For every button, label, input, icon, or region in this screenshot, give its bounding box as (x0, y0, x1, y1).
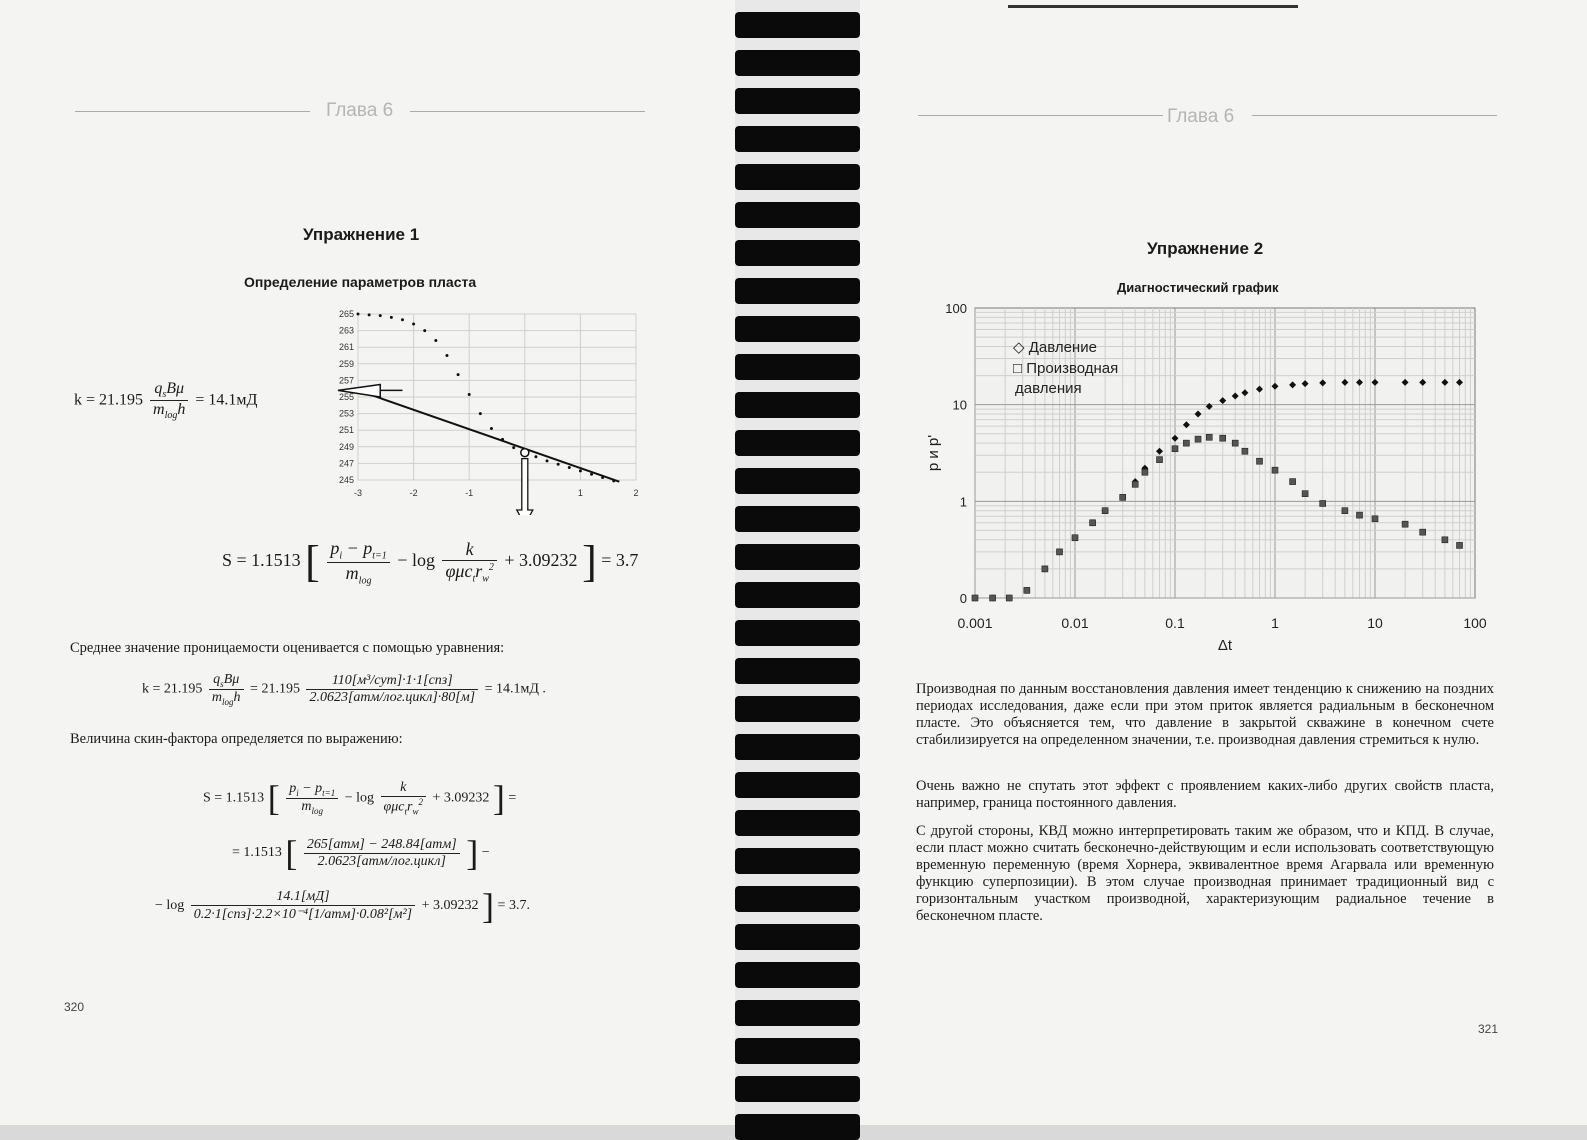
binding-ring (735, 392, 860, 418)
right-page (860, 0, 1587, 1125)
legend-derivative-cont: давления (1015, 380, 1082, 397)
x-tick-label: 0.001 (957, 615, 993, 631)
derivative-point (1257, 458, 1263, 464)
data-point (434, 339, 437, 342)
binding-ring (735, 772, 860, 798)
f1-den: m (153, 401, 165, 419)
derivative-point (1006, 595, 1012, 601)
binding-ring (735, 126, 860, 152)
data-point (557, 463, 560, 466)
binding-ring (735, 240, 860, 266)
derivative-point (1195, 436, 1201, 442)
data-point (390, 316, 393, 319)
f1-den2: h (177, 401, 186, 419)
binding-ring (735, 278, 860, 304)
f4-num2: 265[атм] − 248.84[атм] (304, 837, 460, 854)
f4-den2: 2.0623[атм/лог.цикл] (317, 853, 446, 869)
x-tick-label: -3 (353, 488, 363, 498)
derivative-point (1342, 508, 1348, 514)
f4-dash: − (481, 845, 490, 861)
f4-lhs: S = 1.1513 (203, 790, 265, 806)
data-point (368, 313, 371, 316)
derivative-point (1320, 500, 1326, 506)
derivative-point (972, 595, 978, 601)
x-tick-label: -1 (465, 488, 474, 498)
page-number-left: 320 (64, 1000, 85, 1014)
y-tick-label: 251 (338, 425, 354, 436)
derivative-point (1024, 587, 1030, 593)
x-tick-label: 2 (633, 488, 639, 498)
f4-frac4 (191, 889, 415, 923)
paragraph-1: Производная по данным восстановления давления имеет тенденцию к снижению на поздних периодах исследования, даже если при этом приток является радиальным в бесконечном пласте. Это объясняется тем, что давление в закрытой скважине в конечном счете стабилизируется на определенном значении, т.е. производная давления стремиться к нулю. (916, 681, 1494, 748)
f1-fraction: $\frac{q_sB\mu}{m_{log}h}$ (150, 380, 188, 421)
derivative-point (1302, 491, 1308, 497)
derivative-point (1042, 566, 1048, 572)
f4-den3: 0.2·1[спз]·2.2×10⁻⁴[1/атм]·0.08²[м²] (193, 907, 413, 922)
binding-ring (735, 544, 860, 570)
y-tick-label: 255 (338, 392, 354, 402)
skin-formula: S = 1.1513 [ $\frac{p_i - p_{t=1}}{m_{log}}$ − log $\frac{k}{\varphi\mu c_tr_w^2}$ + 3.09232 ] = 3.7 (222, 537, 639, 587)
y-tick-label: 253 (338, 408, 354, 419)
derivative-point (1157, 457, 1163, 463)
f3-num: 110[м³/сут]·1·1[спз] (306, 673, 478, 690)
arrow-down (517, 459, 533, 515)
page-number-right: 321 (1478, 1022, 1499, 1036)
binding-ring (735, 316, 860, 342)
f4-plus3: + 3.09232 (421, 898, 479, 914)
paragraph-2: Очень важно не спутать этот эффект с проявлением каких-либо других свойств пласта, например, граница постоянного давления. (916, 778, 1494, 811)
binding-ring (735, 924, 860, 950)
data-point (568, 466, 571, 469)
header-rule-left (75, 111, 310, 112)
f1-rhs: = 14.1мД (195, 391, 258, 409)
y-axis-label: p и p' (925, 434, 942, 472)
header-rule-left-r (918, 115, 1163, 116)
f3-lhs: k = 21.195 (142, 681, 203, 697)
derivative-point (1172, 446, 1178, 452)
f3-rhs: = 14.1мД . (484, 681, 546, 697)
chapter-heading: Глава 6 (326, 100, 394, 121)
legend-pressure: ◇ Давление (1013, 339, 1097, 356)
binding-ring (735, 164, 860, 190)
f2-num: p (330, 538, 340, 558)
derivative-point (1420, 529, 1426, 535)
y-tick-label: 259 (338, 358, 354, 369)
binding-ring (735, 848, 860, 874)
derivative-point (1102, 508, 1108, 514)
derivative-point (1272, 467, 1278, 473)
f1-num: q (154, 380, 163, 397)
paragraph-skin: Величина скин-фактора определяется по выражению: (70, 731, 403, 747)
f4-rhs3: = 3.7. (497, 898, 530, 914)
x-tick-label: 100 (1463, 615, 1487, 631)
derivative-point (1206, 434, 1212, 440)
derivative-point (1132, 481, 1138, 487)
x-tick-label: 0.1 (1165, 615, 1185, 631)
data-point (445, 354, 448, 357)
f2-plus: + 3.09232 (504, 550, 578, 571)
binding-ring (735, 582, 860, 608)
derivative-point (1232, 440, 1238, 446)
binding-ring (735, 810, 860, 836)
y-tick-label: 245 (338, 475, 354, 485)
derivative-point (1457, 542, 1463, 548)
binding-ring (735, 1000, 860, 1026)
chapter-heading-right: Глава 6 (1167, 106, 1235, 127)
binding-ring (735, 50, 860, 76)
left-page (0, 0, 735, 1125)
f3-frac1: $\frac{q_sB\mu}{m_{log}h}$ (209, 672, 244, 707)
derivative-point (1183, 440, 1189, 446)
binding-ring (735, 468, 860, 494)
chart-subtitle: Определение параметров пласта (244, 274, 477, 290)
f4-frac2: $\frac{k}{\varphi\mu c_tr_w^2}$ (381, 780, 426, 816)
derivative-point (1120, 494, 1126, 500)
binding-ring (735, 354, 860, 380)
binding-ring (735, 886, 860, 912)
f1-num2: Bμ (166, 380, 185, 397)
y-tick-label: 257 (338, 375, 354, 386)
intercept-marker (521, 449, 529, 457)
y-tick-label: 1 (959, 494, 967, 510)
derivative-point (1402, 521, 1408, 527)
spiral-binding (735, 0, 860, 1125)
f4-plus: + 3.09232 (432, 790, 490, 806)
x-axis-label: Δt (1217, 637, 1233, 654)
f2-den-k: φμc (445, 561, 473, 582)
header-rule-right-r (1252, 115, 1497, 116)
y-tick-label: 247 (338, 458, 354, 469)
permeability-calc (142, 672, 546, 707)
binding-ring (735, 696, 860, 722)
data-point (490, 427, 493, 430)
skin-calc-line2: = 1.1513 [ $\frac{\text{265[атм] − 248.84[атм]}}{\text{2.0623[атм/лог.цикл]}}$ ] − (232, 833, 490, 873)
y-tick-label: 263 (338, 325, 354, 336)
x-tick-label: -2 (409, 488, 418, 498)
data-point (457, 373, 460, 376)
f3-frac2 (306, 673, 478, 706)
x-tick-label: 1 (577, 488, 583, 498)
binding-ring (735, 620, 860, 646)
derivative-point (1372, 516, 1378, 522)
data-point (512, 446, 515, 449)
derivative-point (1357, 512, 1363, 518)
derivative-point (1057, 549, 1063, 555)
y-tick-label: 10 (952, 397, 967, 413)
data-point (546, 459, 549, 462)
horner-chart (318, 300, 648, 515)
f2-frac2: $\frac{k}{\varphi\mu c_tr_w^2}$ (442, 539, 496, 585)
data-point (468, 393, 471, 396)
header-rule-right (410, 111, 645, 112)
derivative-point (1090, 520, 1096, 526)
f2-rhs: = 3.7 (601, 550, 639, 571)
f4-frac3 (304, 837, 460, 870)
y-tick-label: 100 (945, 301, 967, 316)
binding-ring (735, 430, 860, 456)
exercise-title: Упражнение 1 (303, 225, 420, 244)
x-tick-label: 10 (1367, 615, 1383, 631)
f2-mid: − log (397, 550, 440, 571)
data-point (401, 318, 404, 321)
binding-ring (735, 962, 860, 988)
data-point (357, 313, 360, 316)
binding-ring (735, 1038, 860, 1064)
top-edge-line (1008, 5, 1298, 8)
f4-l3: − log (155, 898, 185, 914)
skin-calc-line3: − log $\frac{14.1[мД]}{\text{0.2·1[спз]·2.2×10⁻⁴[1/атм]·0.08²[м²]}}$ + 3.09232 ] = 3.7. (155, 886, 530, 926)
f4-frac1: $\frac{p_i - p_{t=1}}{m_{log}}$ (286, 781, 338, 816)
f4-num3: 14.1[мД] (191, 889, 415, 906)
paragraph-3: С другой стороны, КВД можно интерпретировать таким же образом, что и КПД. В случае, если пласт можно считать бесконечно-действующим и если использовать соответствующую временную переменную (время Хорнера, эквивалентное время Агарвала или временную функцию суперпозиции). В этом случае производная принимает традиционный вид с горизонтальным участком производной, характеризующим радиальное течение в бесконечном пласте. (916, 823, 1494, 924)
f1-lhs: k = 21.195 (74, 391, 144, 409)
derivative-point (1442, 537, 1448, 543)
y-tick-label: 249 (338, 441, 354, 452)
x-tick-label: 1 (1271, 615, 1279, 631)
data-point (579, 469, 582, 472)
f2-num2: − p (342, 538, 373, 558)
f3-eq: = 21.195 (250, 681, 300, 697)
binding-ring (735, 734, 860, 760)
f2-den: m (345, 562, 359, 583)
data-point (479, 412, 482, 415)
derivative-point (1142, 469, 1148, 475)
binding-ring (735, 12, 860, 38)
derivative-point (1242, 448, 1248, 454)
binding-ring (735, 1114, 860, 1140)
binding-ring (735, 88, 860, 114)
data-point (423, 329, 426, 332)
y-tick-label: 0 (959, 591, 967, 606)
data-point (412, 322, 415, 325)
paragraph-permeability: Среднее значение проницаемости оценивается с помощью уравнения: (70, 640, 505, 656)
binding-ring (735, 1076, 860, 1102)
diagnostic-chart-title: Диагностический график (1117, 280, 1279, 295)
derivative-point (1290, 479, 1296, 485)
derivative-point (1072, 535, 1078, 541)
f2-num-k: k (442, 539, 496, 561)
f4-l2: = 1.1513 (232, 845, 282, 861)
f4-eq: = (508, 790, 517, 806)
skin-calc-line1: S = 1.1513 [ $\frac{p_i - p_{t=1}}{m_{log}}$ − log $\frac{k}{\varphi\mu c_tr_w^2}$ + 3.09232 ] = (203, 778, 517, 819)
f2-frac1: $\frac{p_i - p_{t=1}}{m_{log}}$ (327, 538, 389, 586)
exercise-title-right: Упражнение 2 (1147, 239, 1264, 258)
legend-derivative: □ Производная (1013, 360, 1119, 377)
y-tick-label: 261 (338, 342, 354, 353)
data-point (534, 455, 537, 458)
derivative-point (1220, 435, 1226, 441)
data-point (379, 314, 382, 317)
diagnostic-chart (920, 296, 1500, 656)
binding-ring (735, 506, 860, 532)
f2-den-k2: r (475, 561, 483, 582)
derivative-point (990, 595, 996, 601)
f2-lhs: S = 1.1513 (222, 550, 301, 571)
binding-ring (735, 658, 860, 684)
y-tick-label: 265 (338, 309, 354, 319)
permeability-formula (74, 380, 257, 421)
x-tick-label: 0.01 (1061, 615, 1089, 631)
binding-ring (735, 202, 860, 228)
f3-den: 2.0623[атм/лог.цикл]·80[м] (309, 689, 476, 705)
